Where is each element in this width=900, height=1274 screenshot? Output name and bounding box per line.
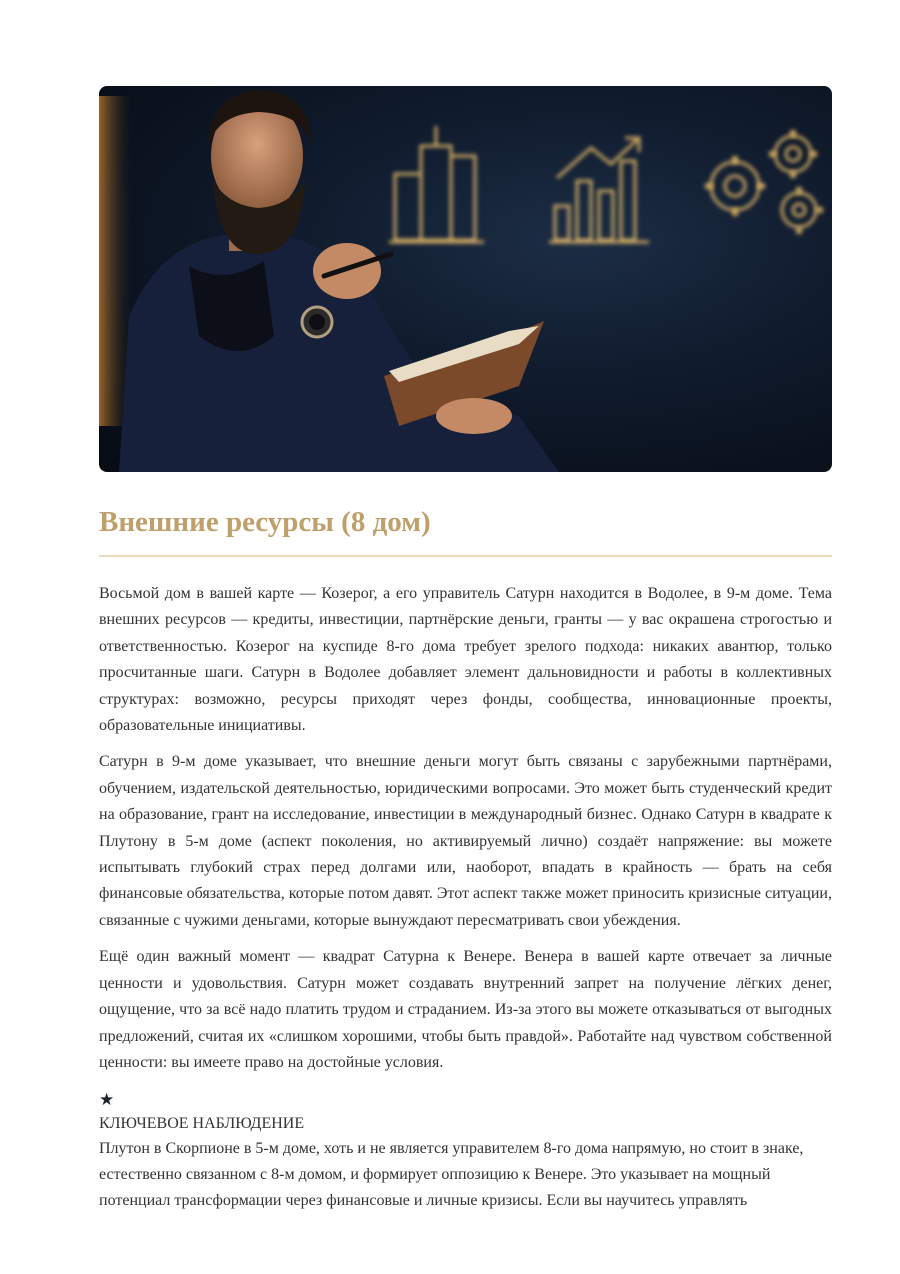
body-text [99, 581, 832, 1076]
paragraph: Ещё один важный момент — квадрат Сатурна к Венере. Венера в вашей карте отвечает за личные ценности и удовольствия. Сатурн может создавать внутренний запрет на получение лёгких денег, ощущение, что за всё надо платить трудом и страданием. Из-за этого вы можете отказываться от выгодных предложений, считая их «слишком хорошими, чтобы быть правдой». Работайте над чувством собственной ценности: вы имеете право на достойные условия. [99, 948, 832, 1071]
star-icon: ★ [99, 1090, 115, 1110]
section-title: Внешние ресурсы (8 дом) [99, 506, 431, 538]
hero-image [99, 86, 832, 472]
key-observation-callout [99, 1090, 832, 1214]
paragraph: Сатурн в 9-м доме указывает, что внешние деньги могут быть связаны с зарубежными партнёрами, обучением, издательской деятельностью, юридическими вопросами. Это может быть студенческий кредит на образование, грант на исследование, инвестиции в международный бизнес. Однако Сатурн в квадрате к Плутону в 5-м доме (аспект поколения, но активируемый лично) создаёт напряжение: вы можете испытывать глубокий страх перед долгами или, наоборот, впадать в крайность — брать на себя финансовые обязательства, которые потом давят. Этот аспект также может приносить кризисные ситуации, связанные с чужими деньгами, которые вынуждают пересматривать свои убеждения. [99, 753, 832, 929]
callout-text: Плутон в Скорпионе в 5-м доме, хоть и не является управителем 8-го дома напрямую, но стоит в знаке, естественно связанном с 8-м домом, и формирует оппозицию к Венере. Это указывает на мощный потенциал трансформации через финансовые и личные кризисы. Если вы научитесь управлять [99, 1140, 804, 1210]
paragraph: Восьмой дом в вашей карте — Козерог, а его управитель Сатурн находится в Водолее, в 9-м доме. Тема внешних ресурсов — кредиты, инвестиции, партнёрские деньги, гранты — у вас окрашена строгостью и ответственностью. Козерог на куспиде 8-го дома требует зрелого подхода: никаких авантюр, только просчитанные шаги. Сатурн в Водолее добавляет элемент дальновидности и работы в коллективных структурах: возможно, ресурсы приходят через фонды, сообщества, инновационные проекты, образовательные инициативы. [99, 585, 832, 735]
businessman-with-notebook-image [99, 86, 832, 472]
title-divider [99, 555, 832, 557]
callout-label: КЛЮЧЕВОЕ НАБЛЮДЕНИЕ [99, 1115, 305, 1133]
document-page [99, 86, 832, 1214]
